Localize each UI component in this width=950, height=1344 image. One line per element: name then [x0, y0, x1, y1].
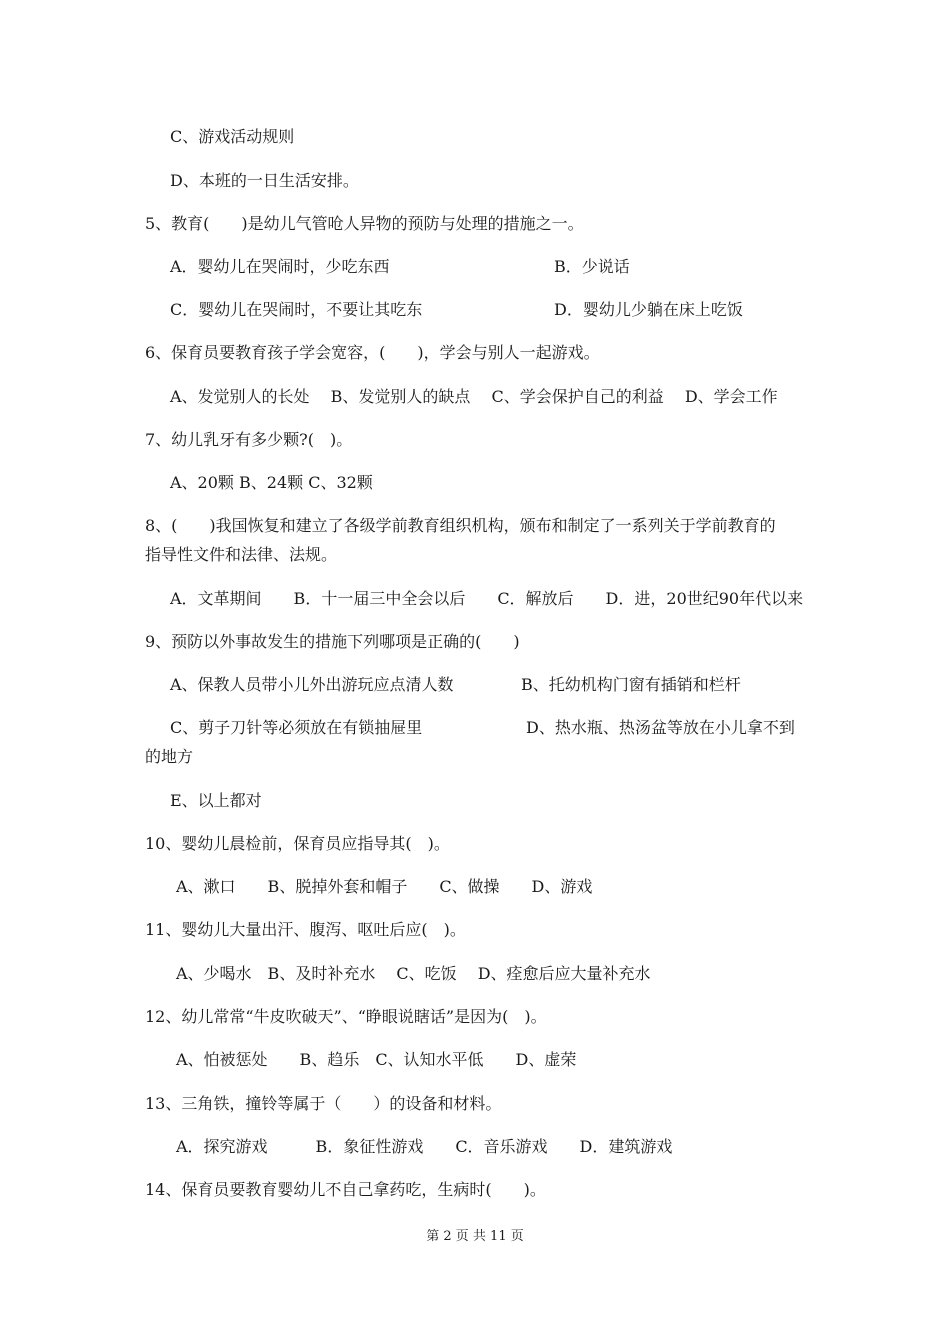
option-9e: E、以上都对	[170, 791, 262, 810]
options-12: A、怕被惩处 B、趋乐 C、认知水平低 D、虚荣	[176, 1050, 577, 1069]
option-9d-continued: 的地方	[145, 747, 194, 766]
question-8-line2: 指导性文件和法律、法规。	[145, 545, 338, 564]
options-10: A、漱口 B、脱掉外套和帽子 C、做操 D、游戏	[176, 877, 593, 896]
question-5: 5、教育( )是幼儿气管呛人异物的预防与处理的措施之一。	[145, 214, 584, 233]
options-8: A．文革期间 B．十一届三中全会以后 C．解放后 D．进，20世纪90年代以来	[170, 589, 804, 608]
question-10: 10、婴幼儿晨检前，保育员应指导其( )。	[145, 834, 450, 853]
question-9: 9、预防以外事故发生的措施下列哪项是正确的( )	[145, 632, 520, 651]
page-footer: 第 2 页 共 11 页	[426, 1229, 524, 1244]
option-9b: B、托幼机构门窗有插销和栏杆	[521, 675, 741, 694]
options-6: A、发觉别人的长处 B、发觉别人的缺点 C、学会保护自己的利益 D、学会工作	[170, 387, 778, 406]
question-13: 13、三角铁，撞铃等属于（ ）的设备和材料。	[145, 1094, 502, 1113]
option-5c: C．婴幼儿在哭闹时，不要让其吃东	[170, 300, 423, 319]
option-4c: C、游戏活动规则	[170, 127, 295, 146]
option-9a: A、保教人员带小儿外出游玩应点清人数	[170, 675, 454, 694]
question-11: 11、婴幼儿大量出汗、腹泻、呕吐后应( )。	[145, 920, 466, 939]
option-5d: D．婴幼儿少躺在床上吃饭	[554, 300, 743, 319]
options-7: A、20颗 B、24颗 C、32颗	[170, 473, 373, 492]
question-14: 14、保育员要教育婴幼儿不自己拿药吃，生病时( )。	[145, 1180, 546, 1199]
question-6: 6、保育员要教育孩子学会宽容，( )，学会与别人一起游戏。	[145, 343, 600, 362]
option-4d: D、本班的一日生活安排。	[170, 171, 359, 190]
option-5b: B．少说话	[554, 257, 630, 276]
question-7: 7、幼儿乳牙有多少颗?( )。	[145, 430, 353, 449]
option-9c: C、剪子刀针等必须放在有锁抽屉里	[170, 718, 423, 737]
option-5a: A．婴幼儿在哭闹时，少吃东西	[170, 257, 390, 276]
options-13: A．探究游戏 B．象征性游戏 C．音乐游戏 D．建筑游戏	[176, 1137, 673, 1156]
options-11: A、少喝水 B、及时补充水 C、吃饭 D、痊愈后应大量补充水	[176, 964, 651, 983]
option-9d: D、热水瓶、热汤盆等放在小儿拿不到	[526, 718, 795, 737]
question-8-line1: 8、( )我国恢复和建立了各级学前教育组织机构，颁布和制定了一系列关于学前教育的	[145, 516, 776, 535]
question-12: 12、幼儿常常“牛皮吹破天”、“睁眼说瞎话”是因为( )。	[145, 1007, 547, 1026]
